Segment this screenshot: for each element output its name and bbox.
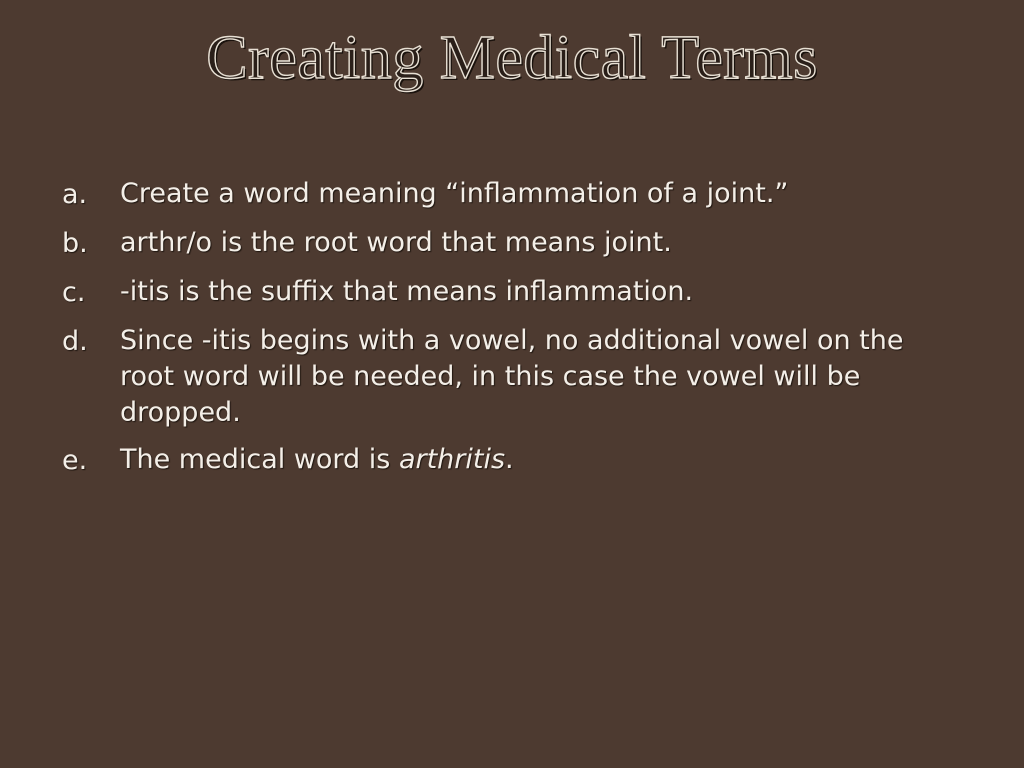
list-item-text (120, 442, 962, 480)
list-item-text: Create a word meaning “inflammation of a joint.” (120, 178, 789, 209)
list-marker: b. (62, 228, 88, 259)
list-item-text-suffix: . (505, 444, 514, 475)
list-item (62, 323, 962, 431)
list-marker: d. (62, 326, 88, 357)
list-item-text: Since -itis begins with a vowel, no additional vowel on the root word will be needed, in this case the vowel will be dropped. (120, 325, 904, 428)
slide-title: Creating Medical Terms (206, 24, 818, 92)
list-item-text: arthr/o is the root word that means joint. (120, 227, 672, 258)
list-item-text: -itis is the suffix that means inflammation. (120, 276, 694, 307)
list-marker: c. (62, 277, 86, 308)
list-marker: a. (62, 179, 88, 210)
list-marker: e. (62, 445, 88, 476)
list-item (62, 225, 962, 263)
list-item (62, 176, 962, 214)
list-item (62, 442, 962, 480)
list-item (62, 274, 962, 312)
bullet-list (62, 176, 962, 491)
emphasized-term: arthritis (398, 444, 506, 475)
list-item-text-prefix: The medical word is (120, 444, 399, 475)
